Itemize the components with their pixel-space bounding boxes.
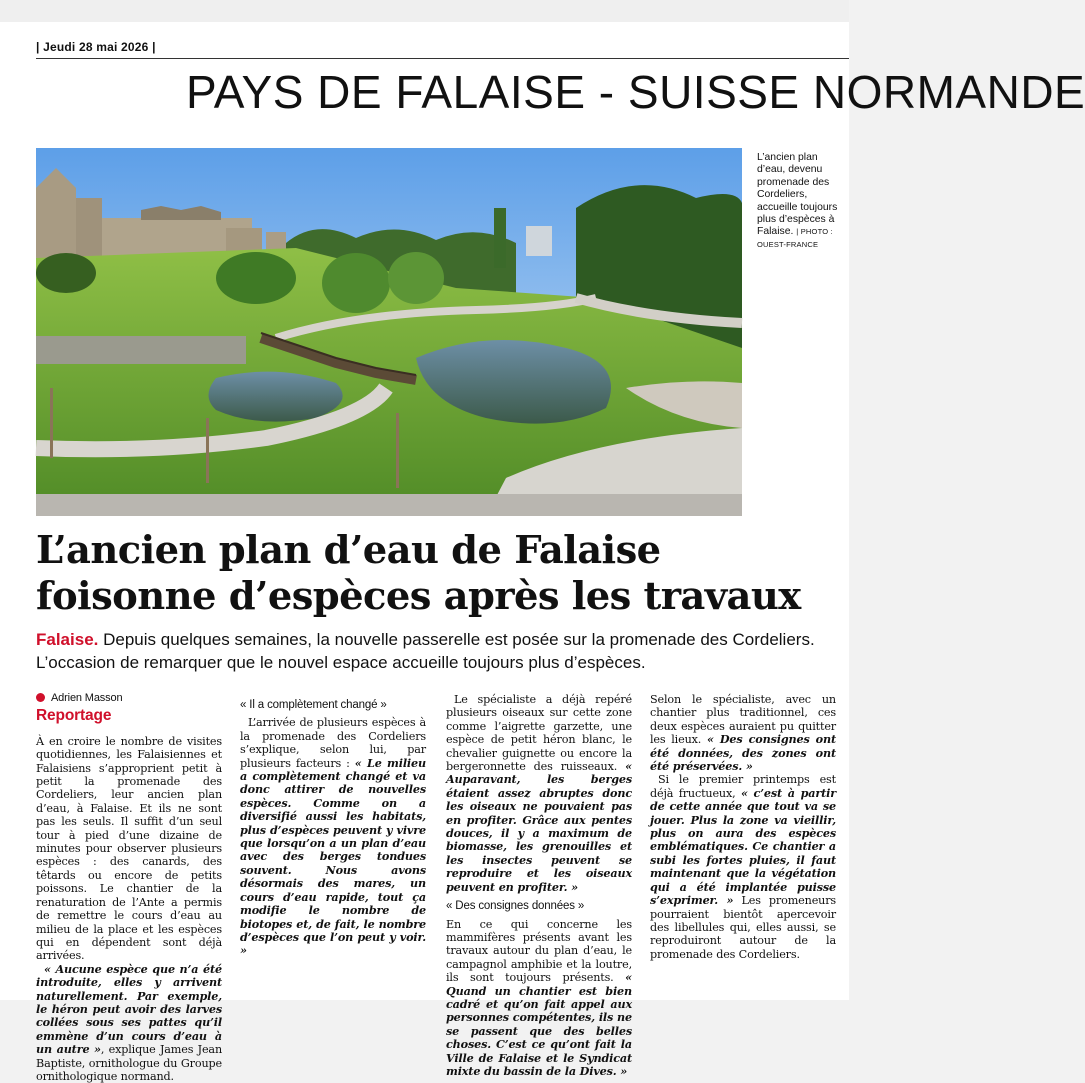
- paragraph-5-text: En ce qui concerne les mammifères présents avant les travaux autour du plan d’eau, le campagnol amphibie et la loutre, ils sont toujours présents.: [446, 917, 632, 985]
- paragraph-2: [36, 963, 222, 1083]
- article-headline: [36, 528, 849, 620]
- headline-line-2: foisonne d’espèces après les travaux: [36, 574, 801, 619]
- author-name: Adrien Masson: [51, 692, 123, 704]
- paragraph-6: [650, 773, 836, 961]
- photo-credit: | PHOTO : OUEST-FRANCE: [757, 227, 833, 249]
- kicker-label: Reportage: [36, 707, 112, 725]
- article-lede: [36, 628, 849, 674]
- quote-6: « c’est à partir de cette année que tout va se jouer. Plus la zone va vieillir, plus on aura des espèces emblématiques. Ce chantier a subi les fortes pluies, il faut maintenant que la végétation qui a été implantée puisse s’exprimer. »: [650, 785, 836, 908]
- caption-text: L’ancien plan d’eau, devenu promenade des Cordeliers, accueille toujours plus d’espèces à Falaise.: [757, 152, 838, 238]
- paragraph-4-text: Le spécialiste a déjà repéré plusieurs oiseaux sur cette zone comme l’aigrette garzette, une espèce de petit héron blanc, le chevalier guignette ou encore la bergeronnette des ruisseaux.: [446, 693, 632, 774]
- bullet-dot-icon: [36, 693, 45, 702]
- column-1: [36, 692, 222, 1083]
- lede-location: Falaise.: [36, 630, 99, 649]
- quote-1: « Aucune espèce que n’a été introduite, elles y arrivent naturellement. Par exemple, le héron peut avoir des larves collées sous ses pattes qu’il emmène d’un cours d’eau à un autre »: [36, 961, 222, 1057]
- paragraph-5-text-2: Selon le spécialiste, avec un chantier plus traditionnel, ces deux espèces auraient pu quitter les lieux.: [650, 693, 836, 747]
- paragraph-2-text: , explique James Jean Baptiste, ornithologue du Groupe ornithologique normand.: [36, 1043, 222, 1083]
- paragraph-1: À en croire le nombre de visites quotidiennes, les Falaisiennes et Falaisiens s’approprient petit à petit la promenade des Cordeliers, leur ancien plan d’eau, à Falaise. Et ils ne sont pas les seuls. Il suffit d’un seul tour à pied d’une dizaine de minutes pour observer plusieurs espèces : des canards, des têtards ou encore de petits poissons. Le chantier de la renaturation de l’Ante a permis de remettre le cours d’eau au milieu de la place et les espèces qui en dépendent sont déjà arrivées.: [36, 734, 222, 963]
- paragraph-5-cont: [650, 693, 836, 773]
- paragraph-4: [446, 693, 632, 894]
- quote-5: « Des consignes ont été données, des zones ont été préservées. »: [650, 732, 836, 774]
- photo-caption: [757, 152, 845, 251]
- quote-3: « Auparavant, les berges étaient assez abruptes donc les oiseaux ne pouvaient pas en profiter. Grâce aux pentes douces, il y a maximum de biomasse, les grenouilles et les insectes peuvent se reproduire et les oiseaux peuvent en profiter. »: [446, 759, 632, 894]
- article-photo: [36, 148, 742, 516]
- paragraph-6-text-2: Les promeneurs pourraient bientôt apercevoir des libellules qui, elles aussi, se reproduiront autour de la promenade des Cordeliers.: [650, 894, 837, 961]
- lede-text: Depuis quelques semaines, la nouvelle passerelle est posée sur la promenade des Cordeliers. L’occasion de remarquer que le nouvel espace accueille toujours plus d’espèces.: [36, 630, 815, 672]
- quote-2: « Le milieu a complètement changé et va donc attirer de nouvelles espèces. Comme on a diversifié aussi les habitats, plus d’espèces peuvent y vivre que lorsqu’on a un plan d’eau avec des berges tondues souvent. Nous avons désormais des mares, un cours d’eau rapide, tout ça modifie le nombre de biotopes et, de fait, le nombre d’espèces que l’on peut y voir. »: [240, 755, 426, 958]
- paragraph-5: [446, 918, 632, 1079]
- subheading-1: « Il a complètement changé »: [240, 699, 387, 711]
- paragraph-6-text: Si le premier printemps est déjà fructueux,: [650, 773, 836, 800]
- dateline: | Jeudi 28 mai 2026 |: [36, 40, 156, 54]
- section-title: PAYS DE FALAISE - SUISSE NORMANDE: [186, 66, 1085, 118]
- byline: [36, 692, 222, 705]
- header-rule: [36, 58, 849, 59]
- column-2: [240, 693, 426, 958]
- park-photo-illustration: [36, 148, 742, 516]
- paragraph-3: [240, 716, 426, 957]
- subheading-2: « Des consignes données »: [446, 900, 585, 913]
- quote-4: « Quand un chantier est bien cadré et qu’on fait appel aux personnes compétentes, ils ne se passent que des belles choses. C’est ce qu’ont fait la Ville de Falaise et le Syndicat mixte du bassin de la Dives. »: [446, 970, 632, 1078]
- column-3: [446, 693, 632, 1078]
- top-strip: [0, 0, 849, 22]
- column-4: [650, 693, 836, 961]
- paragraph-3-text: L’arrivée de plusieurs espèces à la promenade des Cordeliers s’explique, selon lui, par plusieurs facteurs :: [240, 716, 426, 770]
- headline-line-1: L’ancien plan d’eau de Falaise: [36, 528, 661, 573]
